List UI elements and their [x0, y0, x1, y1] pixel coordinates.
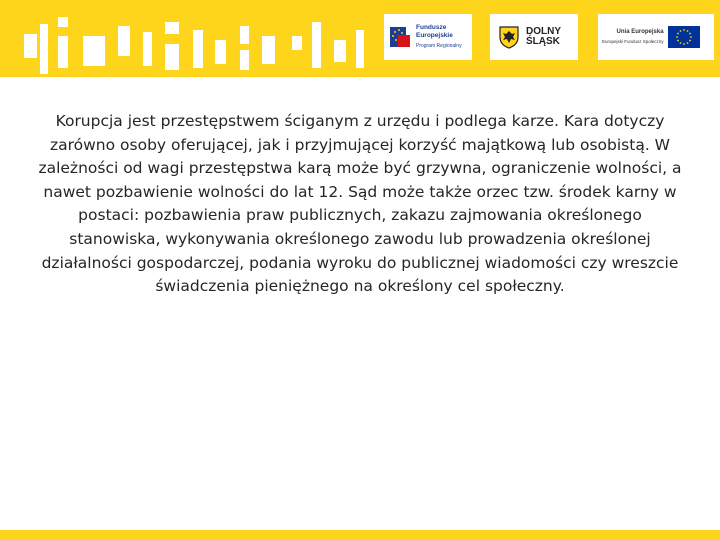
dolny-slask-eagle-icon: [498, 25, 520, 49]
footer-band: [0, 530, 720, 540]
header-decoration: [240, 26, 249, 44]
fe-logo-line1: Fundusze: [416, 24, 447, 31]
header-decoration: [312, 22, 321, 68]
fe-logo-subline: Program Regionalny: [416, 43, 462, 49]
unia-europejska-logo: [598, 14, 714, 60]
ds-logo-line1: DOLNY: [526, 26, 561, 37]
ue-logo-subline: Europejski Fundusz Społeczny: [602, 39, 664, 44]
header-decoration: [40, 24, 48, 74]
header-decoration: [262, 36, 275, 64]
header-decoration: [334, 40, 346, 62]
header-decoration: [143, 32, 152, 66]
header-decoration: [58, 17, 68, 27]
header-decoration: [83, 36, 105, 66]
ds-logo-line2: ŚLĄSK: [526, 36, 560, 47]
header-decoration: [165, 44, 179, 70]
header-decoration: [356, 30, 364, 68]
header-decoration: [118, 26, 130, 56]
header-decoration: [292, 36, 302, 50]
dolny-slask-logo: [490, 14, 578, 60]
header-decoration: [58, 36, 68, 68]
ue-logo-line1: Unia Europejska: [616, 29, 664, 35]
header-decoration: [215, 40, 226, 64]
header-decoration: [193, 30, 203, 68]
header-band: [0, 0, 720, 77]
header-decoration: [24, 34, 37, 58]
main-paragraph: Korupcja jest przestępstwem ściganym z urzędu i podlega karze. Kara dotyczy zarówno osoby oferującej, jak i przyjmującej korzyść majątkową lub osobistą. W zależności od wagi przestępstwa karą może być grzywna, ograniczenie wolności, a nawet pozbawienie wolności do lat 12. Sąd może także orzec tzw. środek karny w postaci: pozbawienia praw publicznych, zakazu zajmowania określonego stanowiska, wykonywania określonego zawodu lub prowadzenia określonej działalności gospodarczej, podania wyroku do publicznej wiadomości czy wreszcie świadczenia pieniężnego na określony cel społeczny.: [38, 112, 682, 296]
fe-logo-line2: Europejskie: [416, 32, 453, 39]
fundusze-europejskie-logo: [384, 14, 472, 60]
eu-flag-icon: [668, 26, 700, 48]
header-decoration: [165, 22, 179, 34]
header-decoration: [240, 50, 249, 70]
fundusze-europejskie-icon: [388, 24, 412, 50]
